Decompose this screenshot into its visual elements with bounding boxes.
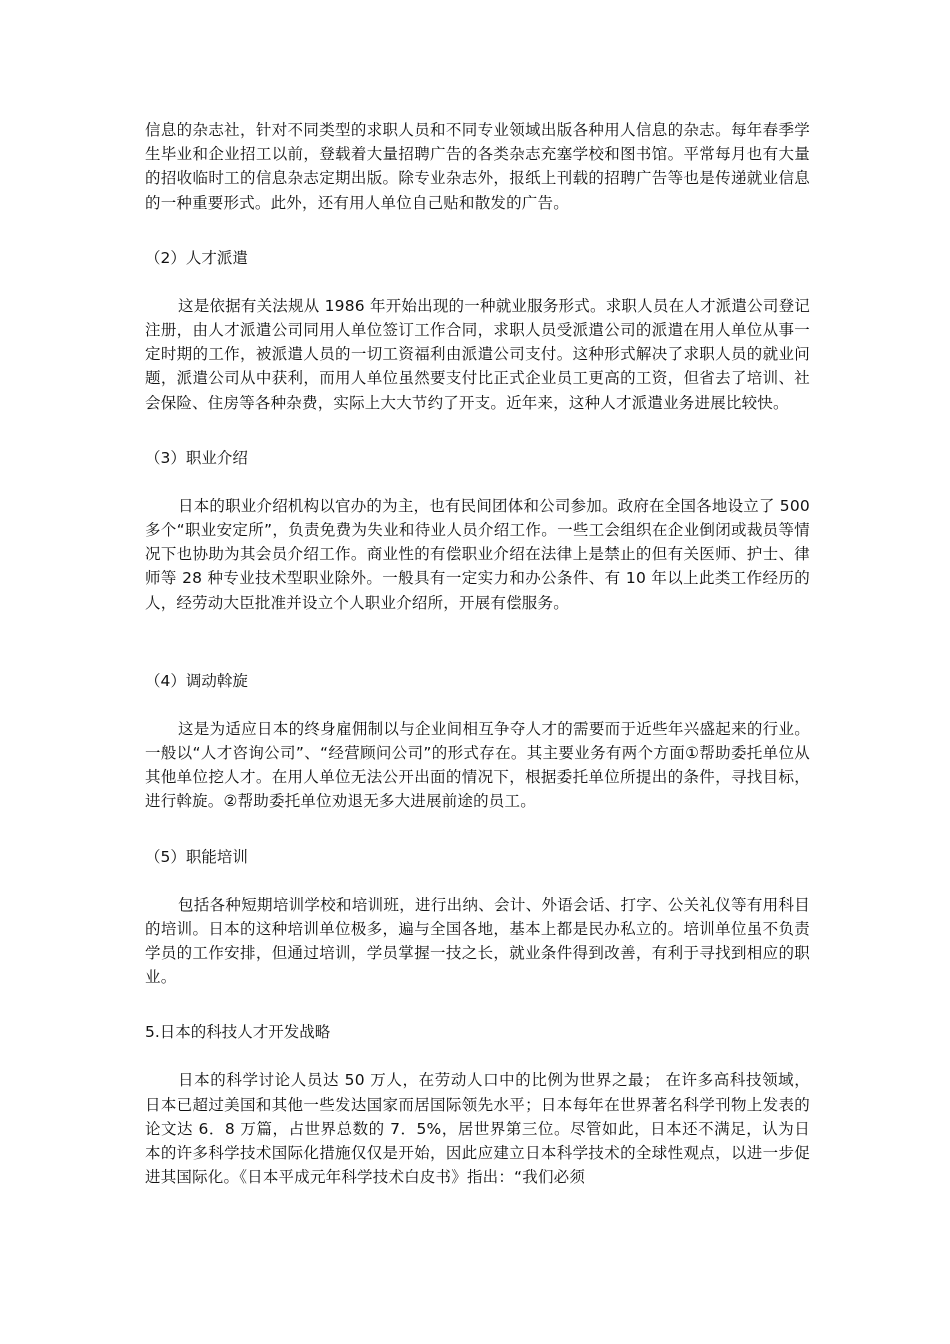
section-title-tech-talent-strategy: 5.日本的科技人才开发战略	[145, 1023, 331, 1042]
heading-job-introduction: （3）职业介绍	[145, 448, 248, 467]
paragraph-transfer-mediation: 这是为适应日本的终身雇佣制以与企业间相互争夺人才的需要而于近些年兴盛起来的行业。一般以“人才咨询公司”、“经营顾问公司”的形式存在。其主要业务有两个方面①帮助委托单位从其他单位挖人才。在用人单位无法公开出面的情况下，根据委托单位所提出的条件，寻找目标，进行斡旋。②帮助委托单位劝退无多大进展前途的员工。	[145, 719, 810, 811]
paragraph-job-introduction: 日本的职业介绍机构以官办的为主，也有民间团体和公司参加。政府在全国各地设立了 500 多个“职业安定所”，负责免费为失业和待业人员介绍工作。一些工会组织在企业倒闭或裁员等情况下也协助为其会员介绍工作。商业性的有偿职业介绍在法律上是禁止的但有关医师、护士、律师等 28 种专业技术型职业除外。一般具有一定实力和办公条件、有 10 年以上此类工作经历的人，经劳动大臣批准并设立个人职业介绍所，开展有偿服务。	[145, 496, 810, 612]
paragraph-job-info-magazines: 信息的杂志社，针对不同类型的求职人员和不同专业领域出版各种用人信息的杂志。每年春季学生毕业和企业招工以前，登载着大量招聘广告的各类杂志充塞学校和图书馆。平常每月也有大量的招收临时工的信息杂志定期出版。除专业杂志外，报纸上刊载的招聘广告等也是传递就业信息的一种重要形式。此外，还有用人单位自己贴和散发的广告。	[145, 121, 810, 212]
heading-transfer-mediation: （4）调动斡旋	[145, 671, 248, 690]
heading-vocational-training: （5）职能培训	[145, 847, 248, 866]
paragraph-talent-dispatch: 这是依据有关法规从 1986 年开始出现的一种就业服务形式。求职人员在人才派遣公司登记注册，由人才派遣公司同用人单位签订工作合同，求职人员受派遣公司的派遣在用人单位从事一定时期的工作，被派遣人员的一切工资福利由派遣公司支付。这种形式解决了求职人员的就业问题，派遣公司从中获利，而用人单位虽然要支付比正式企业员工更高的工资，但省去了培训、社会保险、住房等各种杂费，实际上大大节约了开支。近年来，这种人才派遣业务进展比较快。	[145, 296, 810, 412]
paragraph-tech-talent-strategy: 日本的科学讨论人员达 50 万人，在劳动人口中的比例为世界之最； 在许多高科技领域，日本已超过美国和其他一些发达国家而居国际领先水平；日本每年在世界著名科学刊物上发表的论文达 6．8 万篇，占世界总数的 7．5%，居世界第三位。尽管如此，日本还不满足，认为日本的许多科学技术国际化措施仅仅是开始，因此应建立日本科学技术的全球性观点，以进一步促进其国际化。《日本平成元年科学技术白皮书》指出：“我们必须	[145, 1071, 810, 1187]
paragraph-vocational-training: 包括各种短期培训学校和培训班，进行出纳、会计、外语会话、打字、公关礼仪等有用科目的培训。日本的这种培训单位极多，遍与全国各地，基本上都是民办私立的。培训单位虽不负责学员的工作安排，但通过培训，学员掌握一技之长，就业条件得到改善，有利于寻找到相应的职业。	[145, 895, 810, 987]
document-body	[145, 118, 810, 1189]
heading-talent-dispatch: （2）人才派遣	[145, 248, 248, 267]
